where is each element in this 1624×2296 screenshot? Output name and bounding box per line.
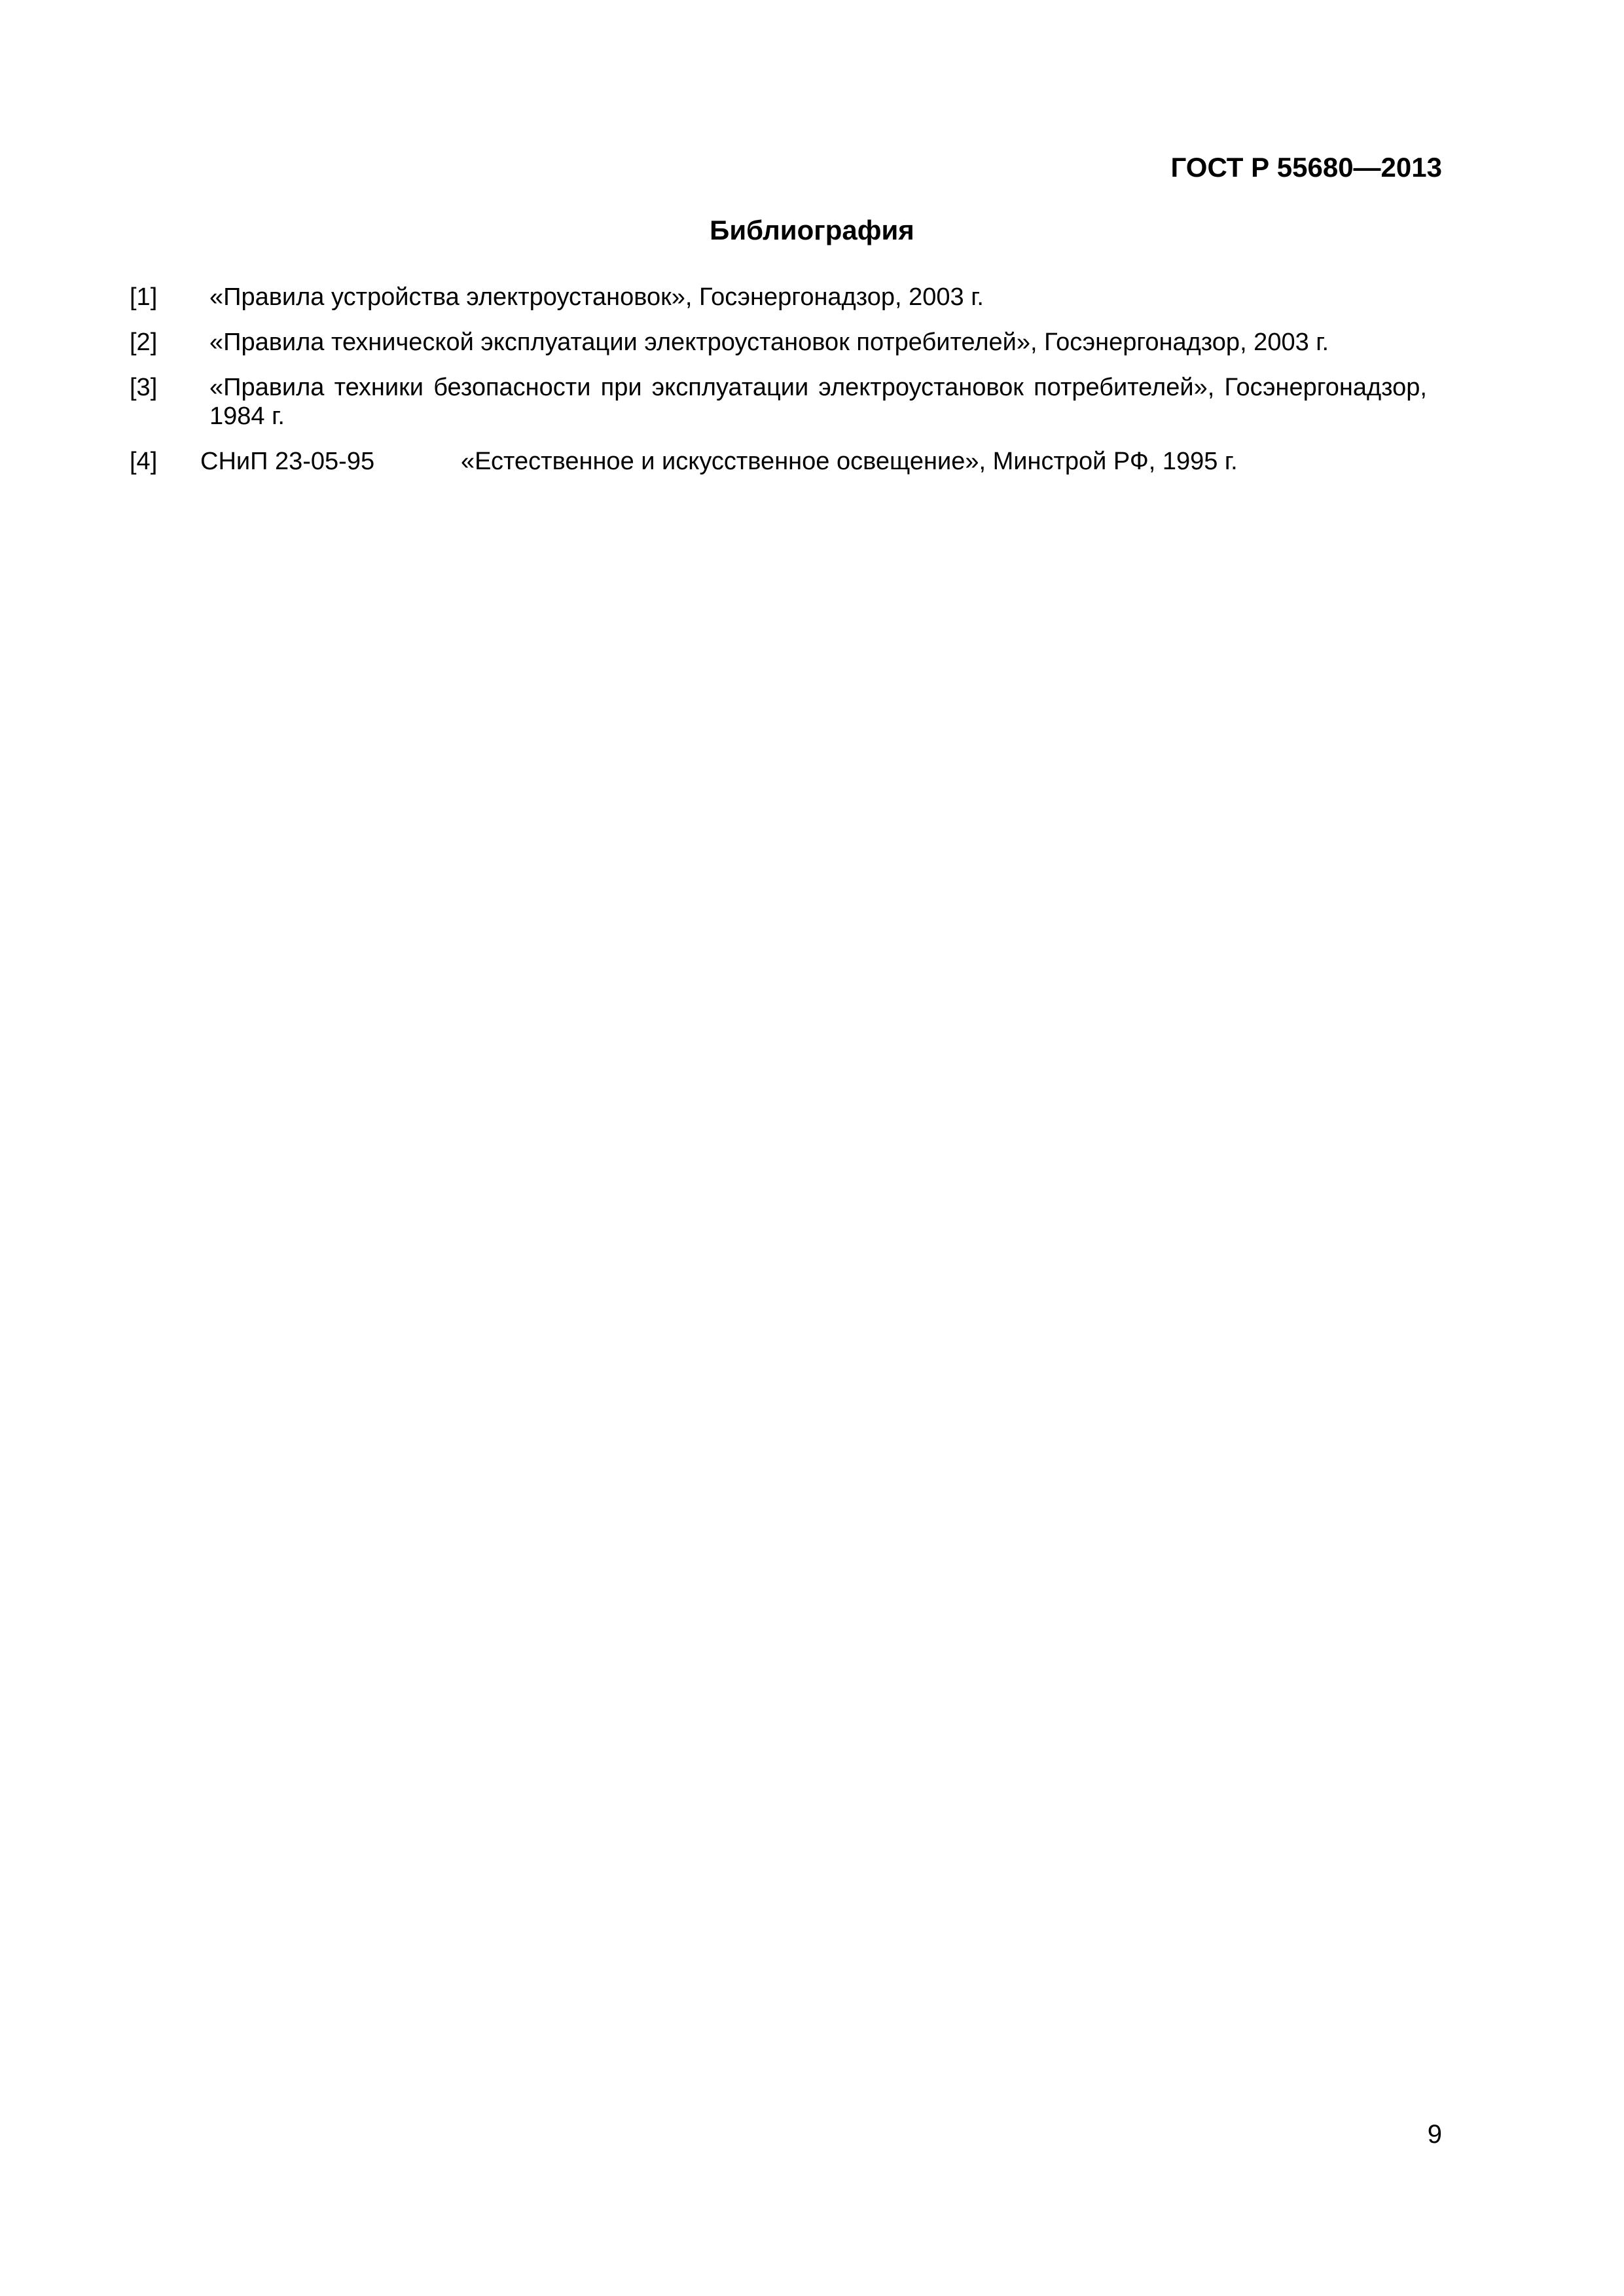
entry-document-id: СНиП 23-05-95 bbox=[200, 448, 375, 475]
entry-text: «Правила техники безопасности при эксплуатации электроустановок потребителей», Госэнергонадзор, 1984 г. bbox=[209, 374, 1427, 430]
entry-text: «Правила устройства электроустановок», Госэнергонадзор, 2003 г. bbox=[209, 283, 984, 311]
entry-number: [3] bbox=[130, 374, 158, 401]
bibliography-list bbox=[130, 283, 1439, 492]
entry-text: «Естественное и искусственное освещение», Минстрой РФ, 1995 г. bbox=[461, 448, 1238, 475]
bibliography-entry-4 bbox=[130, 447, 1439, 476]
entry-number: [4] bbox=[130, 448, 158, 475]
section-title: Библиография bbox=[710, 215, 914, 245]
bibliography-entry-3 bbox=[130, 373, 1439, 431]
entry-number: [2] bbox=[130, 329, 158, 356]
bibliography-entry-1 bbox=[130, 283, 1439, 312]
entry-number: [1] bbox=[130, 283, 158, 311]
entry-text: «Правила технической эксплуатации электроустановок потребителей», Госэнергонадзор, 2003 г. bbox=[209, 329, 1329, 356]
document-code: ГОСТ Р 55680—2013 bbox=[1170, 152, 1442, 183]
bibliography-entry-2 bbox=[130, 328, 1439, 357]
page-number: 9 bbox=[1427, 2120, 1442, 2149]
